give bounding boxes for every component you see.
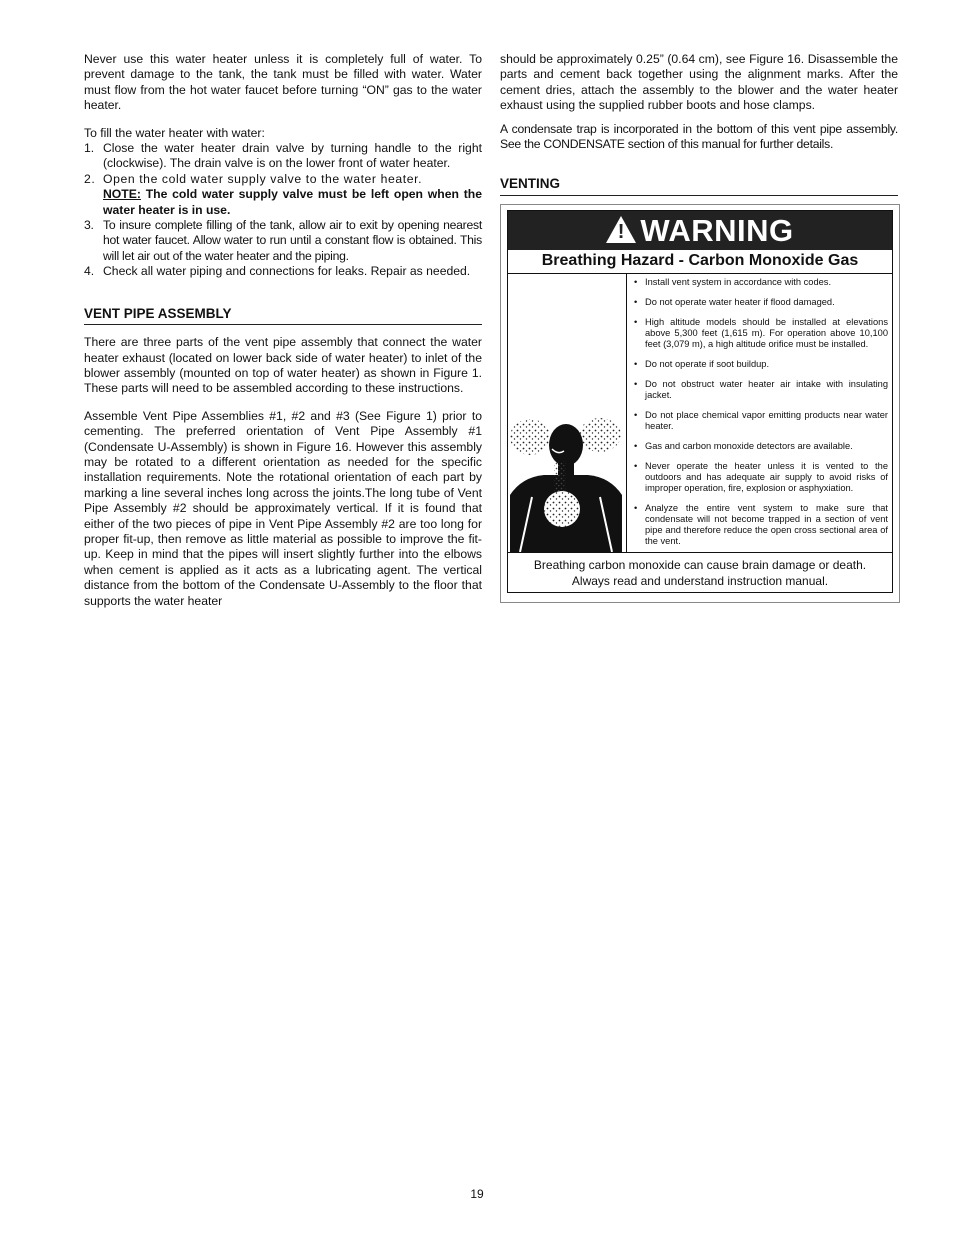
warning-triangle-icon: ! bbox=[606, 216, 636, 243]
left-column bbox=[84, 52, 482, 621]
fill-steps-list bbox=[84, 141, 482, 280]
list-item: • Do not operate if soot buildup. bbox=[634, 359, 888, 370]
page-number: 19 bbox=[470, 1187, 484, 1201]
list-item: • Do not place chemical vapor emitting products near water heater. bbox=[634, 410, 888, 432]
right-column bbox=[500, 52, 898, 603]
continued-paragraph: should be approximately 0.25” (0.64 cm), see Figure 16. Disassemble the parts and cement back together using the alignment marks. After the cement dries, attach the assembly to the blower and the water heater exhaust using the supplied rubber boots and hose clamps. bbox=[500, 52, 898, 113]
list-item: • Never operate the heater unless it is vented to the outdoors and has adequate air supply to avoid risks of improper operation, fire, explosion or asphyxiation. bbox=[634, 461, 888, 494]
list-item: 3. To insure complete filling of the tank, allow air to exit by opening nearest hot water faucet. Allow water to run until a constant flow is obtained. This will let air out of the water heater and the piping. bbox=[84, 218, 482, 263]
note-label: NOTE: bbox=[103, 187, 141, 202]
condensate-trap-paragraph: A condensate trap is incorporated in the bottom of this vent pipe assembly. See the CONDENSATE section of this manual for further details. bbox=[500, 121, 898, 152]
warning-label bbox=[500, 204, 900, 603]
list-item: • Install vent system in accordance with codes. bbox=[634, 277, 888, 288]
warning-subtitle: Breathing Hazard - Carbon Monoxide Gas bbox=[508, 250, 892, 274]
list-item: 4. Check all water piping and connections for leaks. Repair as needed. bbox=[84, 264, 471, 279]
list-item: • Do not obstruct water heater air intake with insulating jacket. bbox=[634, 379, 888, 401]
warning-header bbox=[508, 211, 892, 250]
fill-intro: To fill the water heater with water: bbox=[84, 125, 265, 140]
list-item: • Do not operate water heater if flood damaged. bbox=[634, 297, 888, 308]
list-item: 2. Open the cold water supply valve to the water heater. NOTE: The cold water supply valve must be left open when the water heater is in use. bbox=[84, 171, 482, 217]
warning-footer: Breathing carbon monoxide can cause brain damage or death. Always read and understand instruction manual. bbox=[533, 558, 867, 589]
list-item: • High altitude models should be installed at elevations above 5,300 feet (1,615 m). For operation above 10,100 feet (3,079 m), a high altitude orifice must be installed. bbox=[634, 317, 888, 350]
vent-pipe-assembly-heading: VENT PIPE ASSEMBLY bbox=[84, 306, 482, 325]
person-inhaling-gas-icon bbox=[510, 417, 622, 552]
intro-paragraph: Never use this water heater unless it is completely full of water. To prevent damage to the tank, the tank must be filled with water. Water must flow from the hot water faucet before turning “ON” gas to the water heater. bbox=[84, 52, 482, 113]
vent-paragraph-1: There are three parts of the vent pipe assembly that connect the water heater exhaust (located on lower back side of water heater) to inlet of the blower assembly (mounted on top of water heater) as shown in Figure 1. These parts will need to be assembled according to these instructions. bbox=[84, 335, 482, 396]
warning-title: WARNING bbox=[640, 212, 794, 248]
breathing-hazard-pictogram bbox=[508, 274, 627, 552]
list-item: 1. Close the water heater drain valve by turning handle to the right (clockwise). The drain valve is on the lower front of water heater. bbox=[84, 141, 482, 171]
venting-heading: VENTING bbox=[500, 176, 898, 195]
warning-items bbox=[627, 274, 892, 552]
vent-paragraph-2: Assemble Vent Pipe Assemblies #1, #2 and #3 (See Figure 1) prior to cementing. The preferred orientation of Vent Pipe Assembly #1 (Condensate U-Assembly) is shown in Figure 16. However this assembly may be rotated to a different orientation as needed for the specific installation requirements. Note the rotational orientation of each part by marking a line several inches long across the joints.The long tube of Vent Pipe Assembly #2 should be approximately vertical. If it is found that either of the two pieces of pipe in Vent Pipe Assembly #2 are too long for proper fit-up, then remove as little material as possible to improve the fit-up. Keep in mind that the pipes will insert slightly further into the elbows when cement is applied as it acts as a lubricating agent. The vertical distance from the bottom of the Condensate U-Assembly to the floor that supports the water heater bbox=[84, 408, 482, 608]
note-text: The cold water supply valve must be left open when the water heater is in use. bbox=[103, 187, 482, 217]
list-item: • Analyze the entire vent system to make sure that condensate will not become trapped in a section of vent pipe and therefore reduce the open cross sectional area of the vent. bbox=[634, 503, 888, 547]
list-item: • Gas and carbon monoxide detectors are available. bbox=[634, 441, 888, 452]
